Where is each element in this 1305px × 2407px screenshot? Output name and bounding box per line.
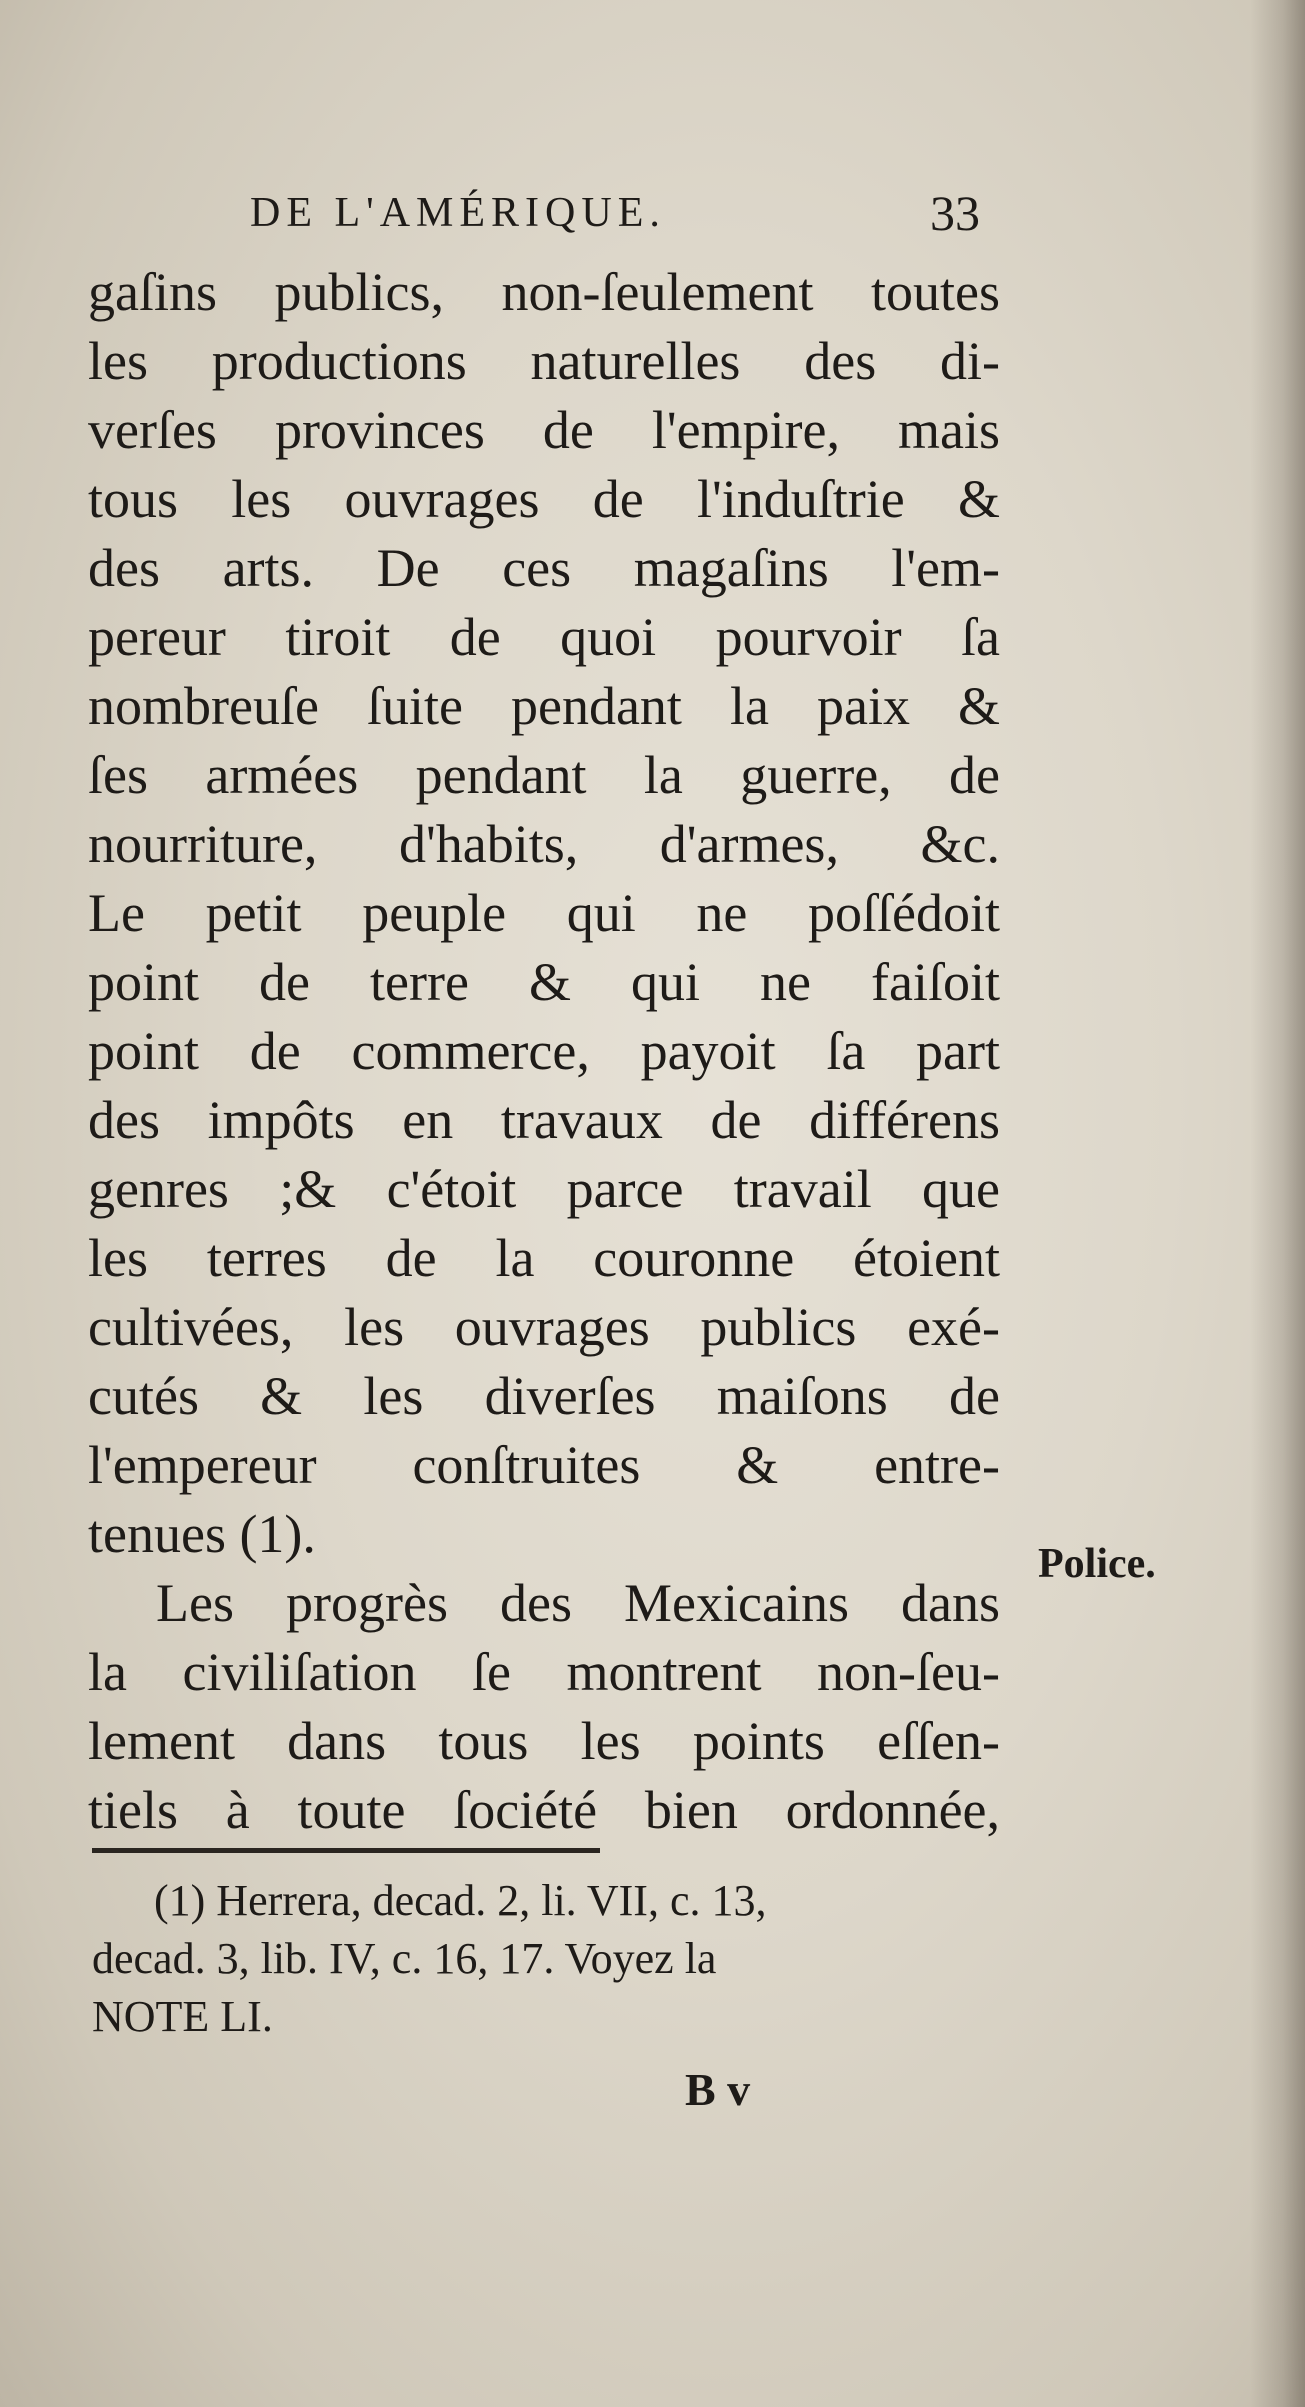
footnotes: [92, 1872, 1012, 2046]
running-title: DE L'AMÉRIQUE.: [250, 190, 666, 236]
text-line: nombreuſe ſuite pendant la paix &: [88, 676, 1000, 736]
footnote-line: decad. 3, lib. IV, c. 16, 17. Voyez la: [92, 1934, 717, 1983]
text-line: lement dans tous les points eſſen-: [88, 1711, 1000, 1771]
text-line: cutés & les diverſes maiſons de: [88, 1366, 1000, 1426]
page-number: 33: [930, 185, 980, 241]
text-line: pereur tiroit de quoi pourvoir ſa: [88, 607, 1000, 667]
footnote-divider: [92, 1848, 600, 1853]
text-line: tiels à toute ſociété bien ordonnée,: [88, 1780, 1000, 1840]
text-line: la civiliſation ſe montrent non-ſeu-: [88, 1642, 1000, 1702]
text-line: des arts. De ces magaſins l'em-: [88, 538, 1000, 598]
text-line: nourriture, d'habits, d'armes, &c.: [88, 814, 1000, 874]
page-header: [250, 178, 1010, 248]
text-line: point de terre & qui ne faiſoit: [88, 952, 1000, 1012]
page-edge-shadow: [1250, 0, 1305, 2407]
text-line: genres ;& c'étoit parce travail que: [88, 1159, 1000, 1219]
text-line: point de commerce, payoit ſa part: [88, 1021, 1000, 1081]
footnote-line: (1) Herrera, decad. 2, li. VII, c. 13,: [154, 1876, 767, 1925]
text-line: tous les ouvrages de l'induſtrie &: [88, 469, 1000, 529]
text-line: les terres de la couronne étoient: [88, 1228, 1000, 1288]
signature-mark: B v: [685, 2064, 751, 2115]
paragraph-first-line: Les progrès des Mexicains dans: [156, 1573, 1000, 1633]
text-line: verſes provinces de l'empire, mais: [88, 400, 1000, 460]
text-line: l'empereur conſtruites & entre-: [88, 1435, 1000, 1495]
text-line: Le petit peuple qui ne poſſédoit: [88, 883, 1000, 943]
text-line: ſes armées pendant la guerre, de: [88, 745, 1000, 805]
text-line: gaſins publics, non-ſeulement toutes: [88, 262, 1000, 322]
text-line: les productions naturelles des di-: [88, 331, 1000, 391]
text-line: tenues (1).: [88, 1504, 316, 1564]
margin-note: Police.: [1038, 1541, 1156, 1587]
body-text: [88, 258, 1008, 1845]
footnote-line: NOTE LI.: [92, 1992, 273, 2041]
text-line: des impôts en travaux de différens: [88, 1090, 1000, 1150]
text-line: cultivées, les ouvrages publics exé-: [88, 1297, 1000, 1357]
